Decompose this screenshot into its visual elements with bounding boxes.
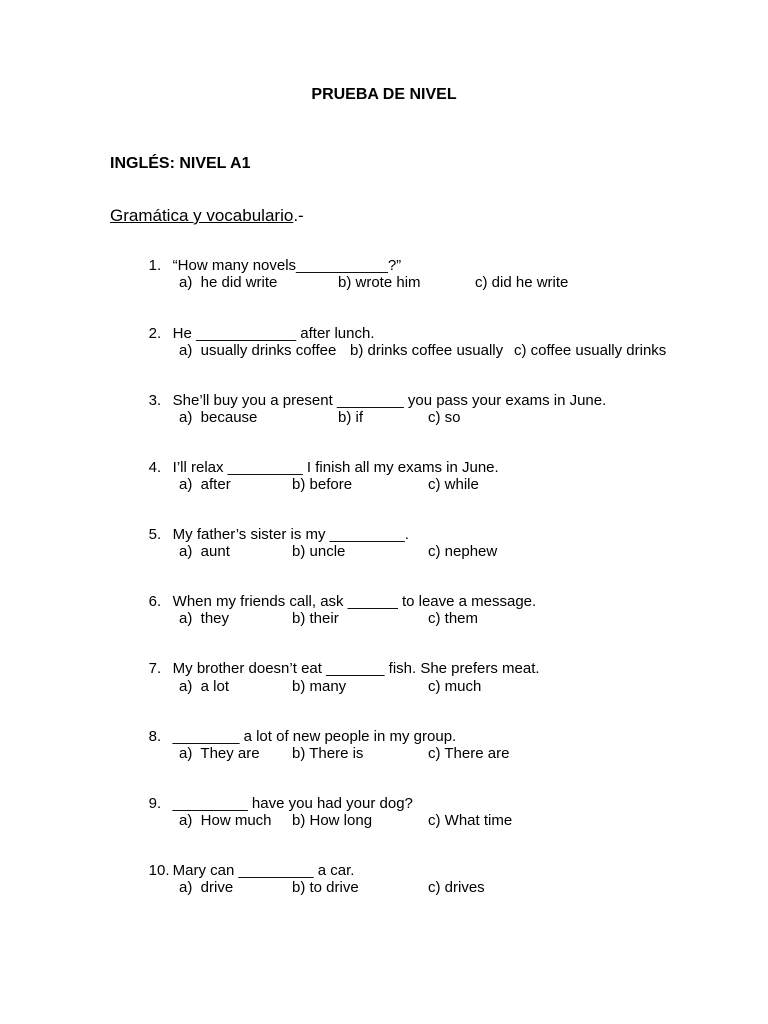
question-number: 2. — [148, 325, 162, 342]
option-c: c) There are — [428, 745, 510, 762]
option-a: a) How much — [179, 812, 272, 829]
option-b: b) many — [292, 678, 347, 695]
option-b: b) wrote him — [338, 274, 421, 291]
option-a: a) They are — [179, 745, 260, 762]
question-text: My father’s sister is my _________. — [172, 526, 409, 543]
option-b: b) to drive — [292, 879, 359, 896]
section-label: Gramática y vocabulario — [110, 206, 294, 225]
option-c: c) so — [428, 409, 461, 426]
option-c: c) nephew — [428, 543, 498, 560]
question-5 — [132, 509, 409, 560]
option-a: a) after — [179, 476, 231, 493]
option-c: c) them — [428, 610, 479, 627]
question-text: She’ll buy you a present ________ you pass your exams in June. — [172, 392, 607, 409]
question-number: 6. — [148, 593, 162, 610]
question-text: ________ a lot of new people in my group. — [172, 728, 457, 745]
option-a: a) a lot — [179, 678, 230, 695]
option-a: a) he did write — [179, 274, 278, 291]
option-c: c) coffee usually drinks — [514, 342, 667, 359]
option-c: c) drives — [428, 879, 485, 896]
option-a: a) because — [179, 409, 258, 426]
options-10 — [179, 879, 485, 964]
option-b: b) uncle — [292, 543, 346, 560]
question-number: 3. — [148, 392, 162, 409]
option-b: b) their — [292, 610, 339, 627]
question-text: When my friends call, ask ______ to leave a message. — [172, 593, 537, 610]
option-c: c) while — [428, 476, 479, 493]
section-heading — [110, 206, 304, 226]
question-text: “How many novels___________?” — [172, 257, 402, 274]
option-b: b) drinks coffee usually — [350, 342, 504, 359]
question-text: My brother doesn’t eat _______ fish. She prefers meat. — [172, 660, 540, 677]
level-heading: INGLÉS: NIVEL A1 — [110, 155, 251, 172]
option-b: b) if — [338, 409, 364, 426]
option-b: b) before — [292, 476, 353, 493]
question-number: 8. — [148, 728, 162, 745]
option-c: c) did he write — [475, 274, 569, 291]
question-text: Mary can _________ a car. — [172, 862, 355, 879]
section-suffix: .- — [293, 206, 304, 225]
question-text: He ____________ after lunch. — [172, 325, 375, 342]
question-number: 10. — [148, 862, 170, 879]
question-number: 9. — [148, 795, 162, 812]
question-text: _________ have you had your dog? — [172, 795, 413, 812]
option-a: a) drive — [179, 879, 234, 896]
option-a: a) aunt — [179, 543, 230, 560]
option-b: b) How long — [292, 812, 373, 829]
question-number: 5. — [148, 526, 162, 543]
page-title: PRUEBA DE NIVEL — [311, 86, 457, 103]
option-a: a) usually drinks coffee — [179, 342, 337, 359]
question-number: 1. — [148, 257, 162, 274]
option-a: a) they — [179, 610, 230, 627]
option-c: c) What time — [428, 812, 513, 829]
question-number: 7. — [148, 660, 162, 677]
question-number: 4. — [148, 459, 162, 476]
question-text: I’ll relax _________ I finish all my exams in June. — [172, 459, 499, 476]
option-b: b) There is — [292, 745, 364, 762]
option-c: c) much — [428, 678, 482, 695]
